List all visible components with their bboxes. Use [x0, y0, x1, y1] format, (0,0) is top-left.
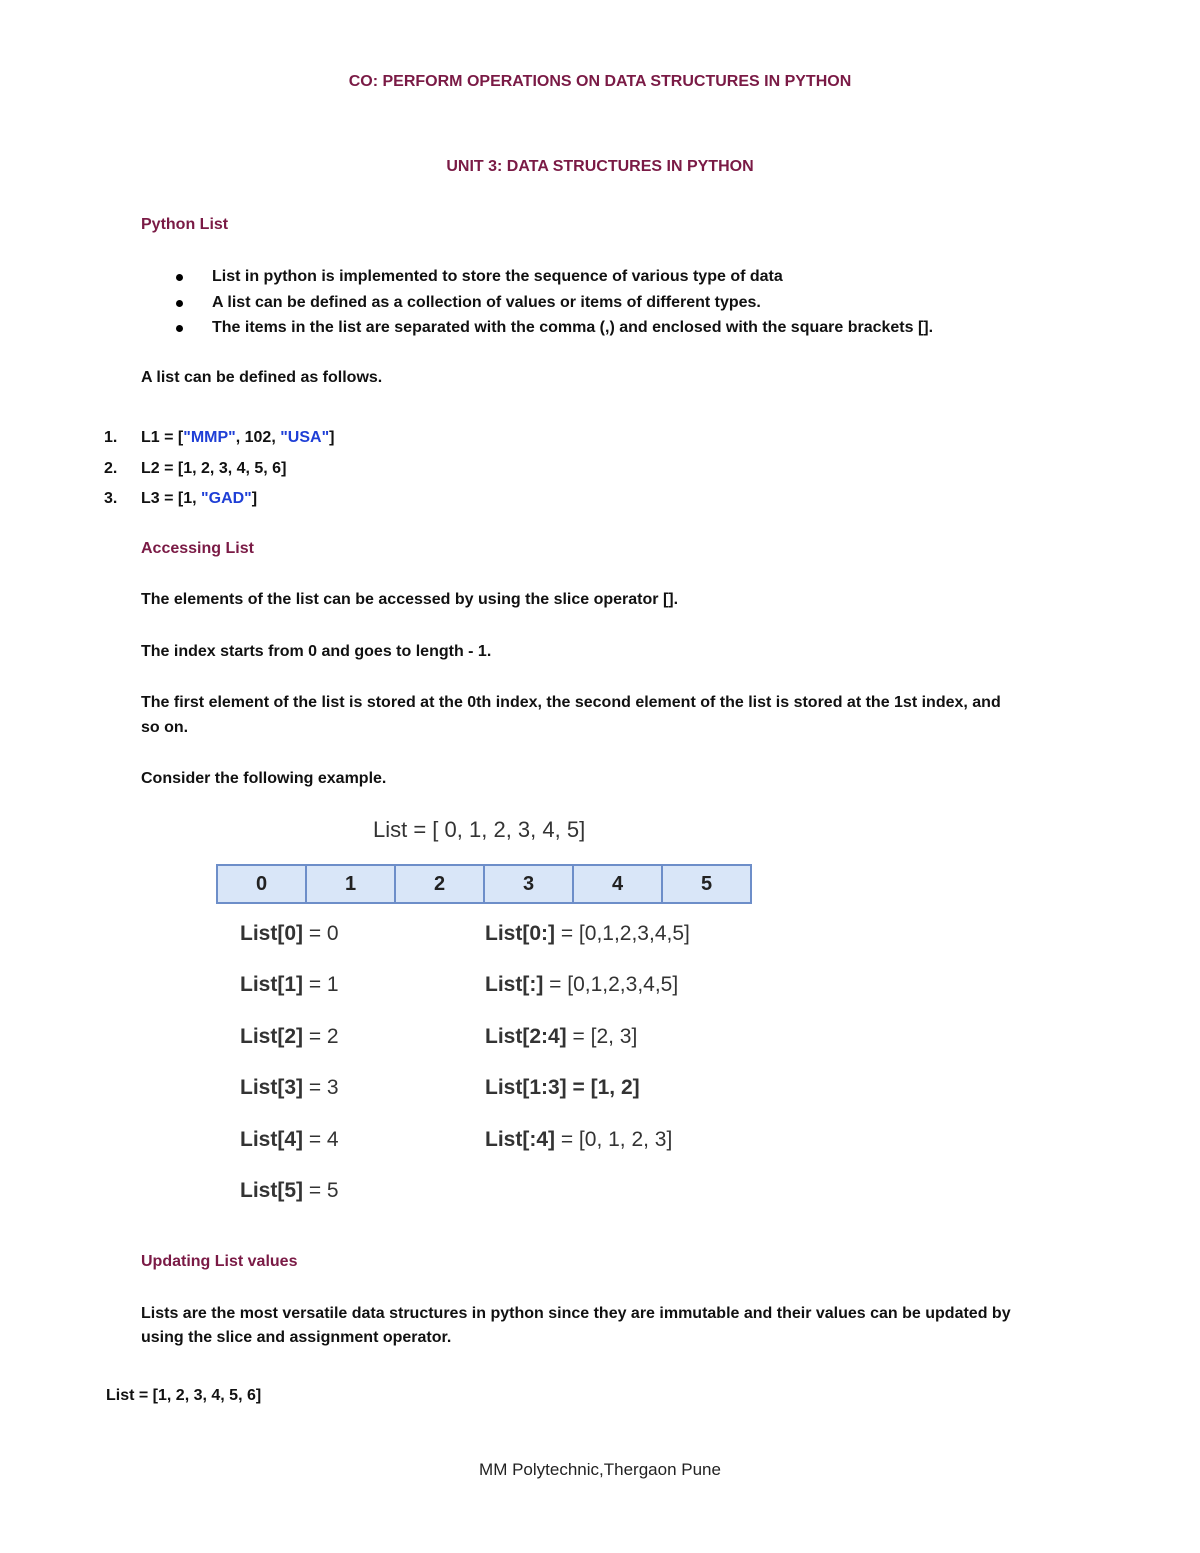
section-heading-updating: Updating List values — [141, 1253, 298, 1270]
expr-rhs: = 0 — [303, 922, 339, 945]
index-cell: 3 — [484, 865, 573, 903]
example-item — [104, 457, 335, 488]
paragraph-line: using the slice and assignment operator. — [141, 1329, 452, 1346]
paragraph-line: so on. — [141, 719, 189, 736]
expr-lhs: List[0] — [240, 922, 303, 945]
index-expression — [240, 922, 339, 946]
index-table — [216, 864, 752, 904]
string-literal: "USA" — [280, 429, 330, 446]
expr-lhs: List[5] — [240, 1179, 303, 1202]
code-text: L2 = [1, 2, 3, 4, 5, 6] — [141, 459, 287, 477]
paragraph-line: Lists are the most versatile data structures in python since they are immutable and their values can be updated by — [141, 1305, 1011, 1322]
list-number: 1. — [104, 429, 118, 446]
example-item — [104, 487, 335, 518]
index-cell: 5 — [662, 865, 751, 903]
list-number: 2. — [104, 459, 118, 477]
index-expression — [240, 1025, 339, 1049]
bullet-item: List in python is implemented to store the sequence of various type of data — [172, 266, 933, 292]
expr-rhs: = [0,1,2,3,4,5] — [555, 922, 690, 945]
section-heading-accessing-list: Accessing List — [141, 540, 254, 557]
expr-lhs: List[:] — [485, 973, 544, 996]
index-cell: 2 — [395, 865, 484, 903]
code-text: ] — [251, 490, 258, 507]
example-list — [104, 426, 335, 518]
page-footer: MM Polytechnic,Thergaon Pune — [479, 1460, 721, 1479]
index-cell: 1 — [306, 865, 395, 903]
expr-rhs: = [0, 1, 2, 3] — [555, 1128, 673, 1151]
expr-rhs: = [0,1,2,3,4,5] — [543, 973, 679, 996]
paragraph: The index starts from 0 and goes to length - 1. — [141, 643, 492, 660]
code-text: ] — [329, 429, 335, 446]
code-text: L1 = [ — [141, 429, 184, 446]
diagram-title: List = [ 0, 1, 2, 3, 4, 5] — [373, 817, 586, 842]
slice-expression — [485, 1025, 637, 1049]
expr-lhs: List[4] — [240, 1128, 303, 1151]
slice-expression — [485, 973, 678, 997]
list-intro-text: A list can be defined as follows. — [141, 369, 383, 386]
expr-lhs: List[2:4] — [485, 1025, 567, 1048]
code-text: L3 = [1, — [141, 490, 202, 507]
section-heading-python-list: Python List — [141, 216, 229, 233]
string-literal: "MMP" — [183, 429, 236, 446]
paragraph-line: The first element of the list is stored at the 0th index, the second element of the list is stored at the 1st index, and — [141, 694, 1001, 711]
expr-lhs: List[1:3] — [485, 1076, 567, 1099]
paragraph: The elements of the list can be accessed by using the slice operator []. — [141, 591, 679, 608]
index-expression — [240, 1076, 339, 1100]
table-row — [217, 865, 751, 903]
bullet-item: A list can be defined as a collection of values or items of different types. — [172, 292, 933, 318]
bullet-list — [172, 266, 933, 343]
co-title: CO: PERFORM OPERATIONS ON DATA STRUCTURES IN PYTHON — [348, 73, 852, 90]
expr-rhs: = 3 — [303, 1076, 339, 1099]
expr-rhs: = 4 — [303, 1128, 339, 1151]
example-item — [104, 426, 335, 457]
expr-lhs: List[1] — [240, 973, 303, 996]
index-cell: 4 — [573, 865, 662, 903]
unit-title: UNIT 3: DATA STRUCTURES IN PYTHON — [446, 158, 754, 175]
code-text: , 102, — [235, 429, 281, 446]
expr-lhs: List[3] — [240, 1076, 303, 1099]
index-expression — [240, 973, 339, 997]
expr-lhs: List[2] — [240, 1025, 303, 1048]
string-literal: "GAD" — [201, 490, 252, 507]
index-cell: 0 — [217, 865, 306, 903]
expr-rhs: = 1 — [303, 973, 339, 996]
expr-rhs: = [2, 3] — [566, 1025, 638, 1048]
index-expression — [240, 1179, 339, 1203]
slice-expression — [485, 922, 690, 946]
expr-rhs: = 2 — [303, 1025, 339, 1048]
expr-rhs: = [1, 2] — [566, 1076, 640, 1099]
expr-lhs: List[0:] — [485, 922, 555, 945]
slice-expression — [485, 1128, 672, 1152]
code-line: List = [1, 2, 3, 4, 5, 6] — [106, 1387, 262, 1404]
list-number: 3. — [104, 490, 118, 507]
slice-expression — [485, 1076, 640, 1100]
paragraph: Consider the following example. — [141, 770, 387, 787]
index-expression — [240, 1128, 339, 1152]
bullet-item: The items in the list are separated with the comma (,) and enclosed with the square brackets []. — [172, 317, 933, 343]
expr-lhs: List[:4] — [485, 1128, 555, 1151]
expr-rhs: = 5 — [303, 1179, 339, 1202]
